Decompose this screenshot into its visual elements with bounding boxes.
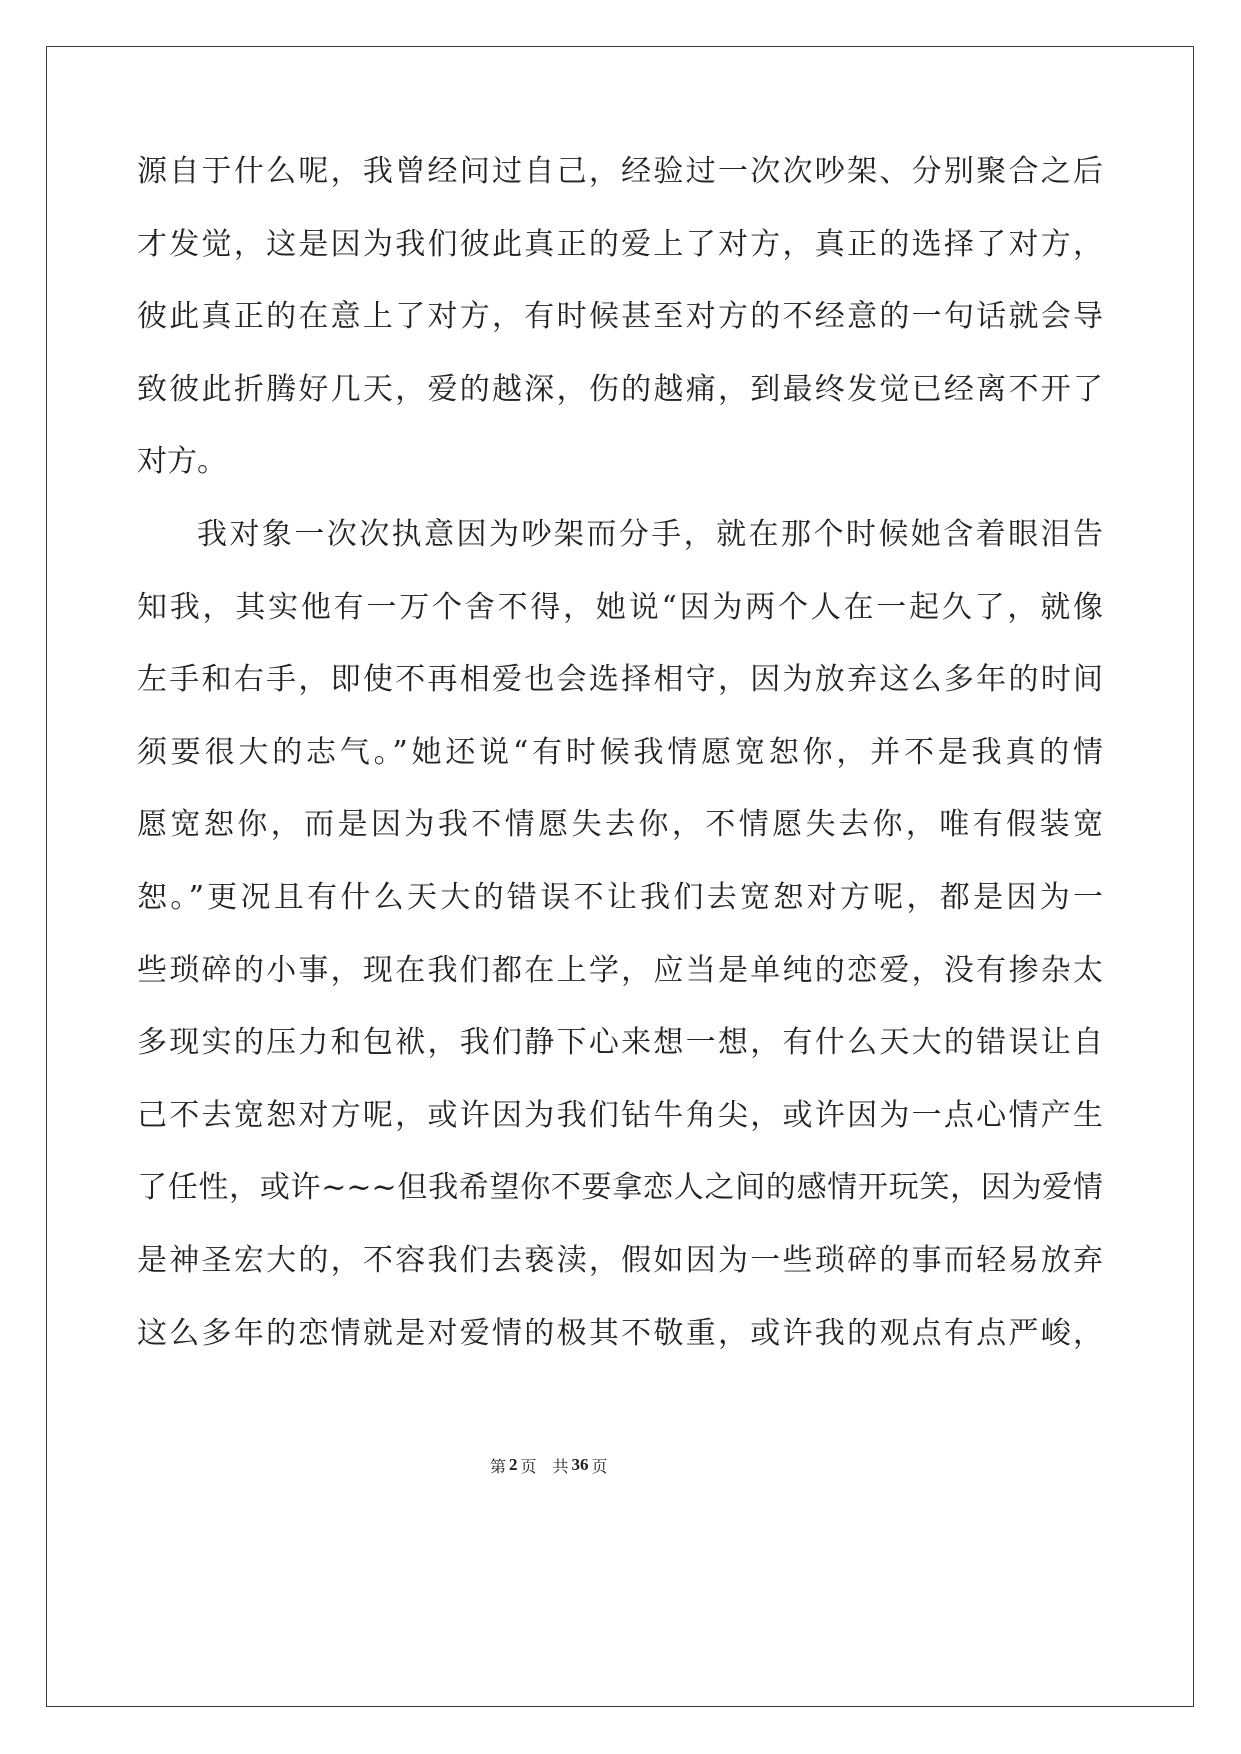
text-line: 彼此真正的在意上了对方，有时候甚至对方的不经意的一句话就会导 xyxy=(137,299,1103,335)
page-prefix: 第 xyxy=(490,1456,507,1476)
text-line: 恕。”更况且有什么天大的错误不让我们去宽恕对方呢，都是因为一 xyxy=(137,879,1103,915)
text-line: 些琐碎的小事，现在我们都在上学，应当是单纯的恋爱，没有掺杂太 xyxy=(137,952,1103,988)
page-number: 2 xyxy=(509,1455,518,1474)
text-line: 知我，其实他有一万个舍不得，她说“因为两个人在一起久了，就像 xyxy=(137,589,1103,625)
text-line-indented: 我对象一次次执意因为吵架而分手，就在那个时候她含着眼泪告 xyxy=(197,516,1103,552)
text-line: 才发觉，这是因为我们彼此真正的爱上了对方，真正的选择了对方， xyxy=(137,226,1103,262)
text-line: 了任性，或许~~~但我希望你不要拿恋人之间的感情开玩笑，因为爱情 xyxy=(137,1170,1103,1206)
text-line: 这么多年的恋情就是对爱情的极其不敬重，或许我的观点有点严峻， xyxy=(137,1315,1103,1351)
text-line: 致彼此折腾好几天，爱的越深，伤的越痛，到最终发觉已经离不开了 xyxy=(137,371,1103,407)
text-line: 源自于什么呢，我曾经问过自己，经验过一次次吵架、分别聚合之后 xyxy=(137,154,1103,189)
text-line: 多现实的压力和包袱，我们静下心来想一想，有什么天大的错误让自 xyxy=(137,1025,1103,1061)
total-prefix: 共 xyxy=(552,1456,569,1476)
text-line: 对方。 xyxy=(137,444,227,480)
paragraph xyxy=(137,499,1103,1370)
text-line: 愿宽恕你，而是因为我不情愿失去你，不情愿失去你，唯有假装宽 xyxy=(137,807,1103,843)
text-line: 左手和右手，即使不再相爱也会选择相守，因为放弃这么多年的时间 xyxy=(137,662,1103,698)
text-line: 己不去宽恕对方呢，或许因为我们钻牛角尖，或许因为一点心情产生 xyxy=(137,1097,1103,1133)
paragraph-continued xyxy=(137,136,1103,499)
total-pages: 36 xyxy=(571,1455,589,1474)
page-suffix: 页 xyxy=(520,1456,537,1476)
total-suffix: 页 xyxy=(591,1456,608,1476)
document-body xyxy=(137,136,1103,1370)
page-footer xyxy=(490,1452,608,1478)
text-line: 须要很大的志气。”她还说“有时候我情愿宽恕你，并不是我真的情 xyxy=(137,734,1103,770)
text-line: 是神圣宏大的，不容我们去亵渎，假如因为一些琐碎的事而轻易放弃 xyxy=(137,1242,1103,1278)
